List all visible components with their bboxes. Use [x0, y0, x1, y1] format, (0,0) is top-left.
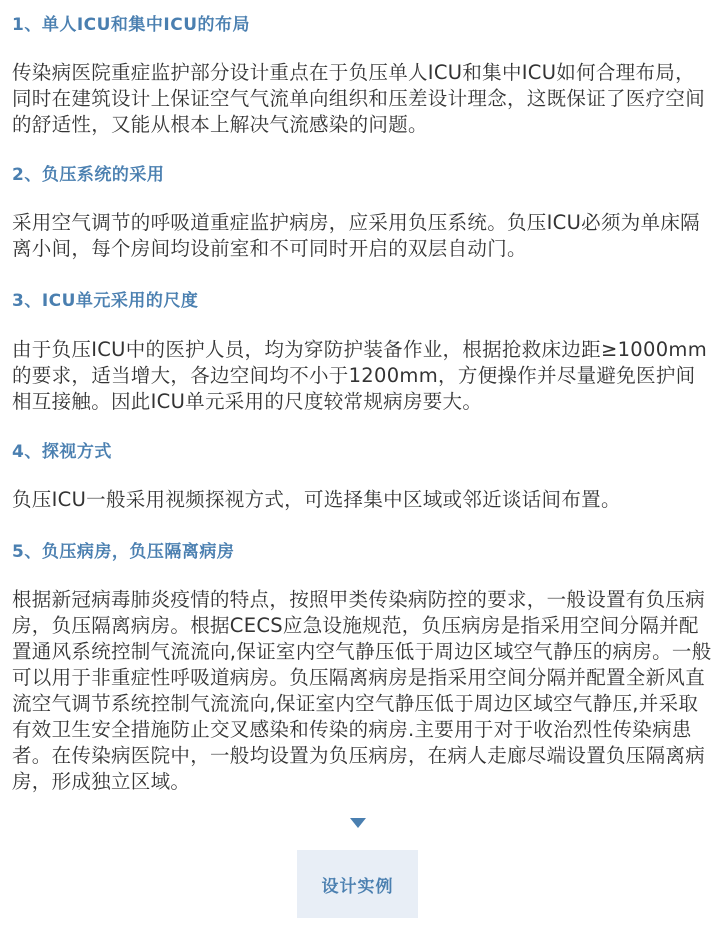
section-1-heading: 1、单人ICU和集中ICU的布局 [12, 15, 251, 35]
section-4-body: 负压ICU一般采用视频探视方式，可选择集中区域或邻近谈话间布置。 [12, 488, 621, 511]
section-2-heading: 2、负压系统的采用 [12, 165, 165, 185]
section-2-body: 采用空气调节的呼吸道重症监护病房，应采用负压系统。负压ICU必须为单床隔离小间，每个房间均设前室和不可同时开启的双层自动门。 [12, 211, 700, 260]
section-5-body: 根据新冠病毒肺炎疫情的特点，按照甲类传染病防控的要求，一般设置有负压病房，负压隔离病房。根据CECS应急设施规范，负压病房是指采用空间分隔并配置通风系统控制气流流向,保证室内空气静压低于周边区域空气静压的病房。一般可以用于非重症性呼吸道病房。负压隔离病房是指采用空间分隔并配置全新风直流空气调节系统控制气流流向,保证室内空气静压低于周边区域空气静压,并采取有效卫生安全措施防止交叉感染和传染的病房.主要用于对于收治烈性传染病患者。在传染病医院中，一般均设置为负压病房，在病人走廊尽端设置负压隔离病房，形成独立区域。 [12, 588, 712, 793]
section-5-heading: 5、负压病房，负压隔离病房 [12, 542, 235, 562]
design-example-button[interactable] [297, 850, 418, 918]
triangle-down-icon [350, 818, 366, 828]
design-example-label: 设计实例 [321, 876, 394, 897]
section-3-body: 由于负压ICU中的医护人员，均为穿防护装备作业，根据抢救床边距≥1000mm的要求，适当增大，各边空间均不小于1200mm，方便操作并尽量避免医护间相互接触。因此ICU单元采用的尺度较常规病房要大。 [12, 338, 707, 413]
section-1-body: 传染病医院重症监护部分设计重点在于负压单人ICU和集中ICU如何合理布局，同时在建筑设计上保证空气气流单向组织和压差设计理念，这既保证了医疗空间的舒适性，又能从根本上解决气流感染的问题。 [12, 61, 706, 136]
section-3-heading: 3、ICU单元采用的尺度 [12, 291, 199, 311]
section-4-heading: 4、探视方式 [12, 442, 112, 462]
